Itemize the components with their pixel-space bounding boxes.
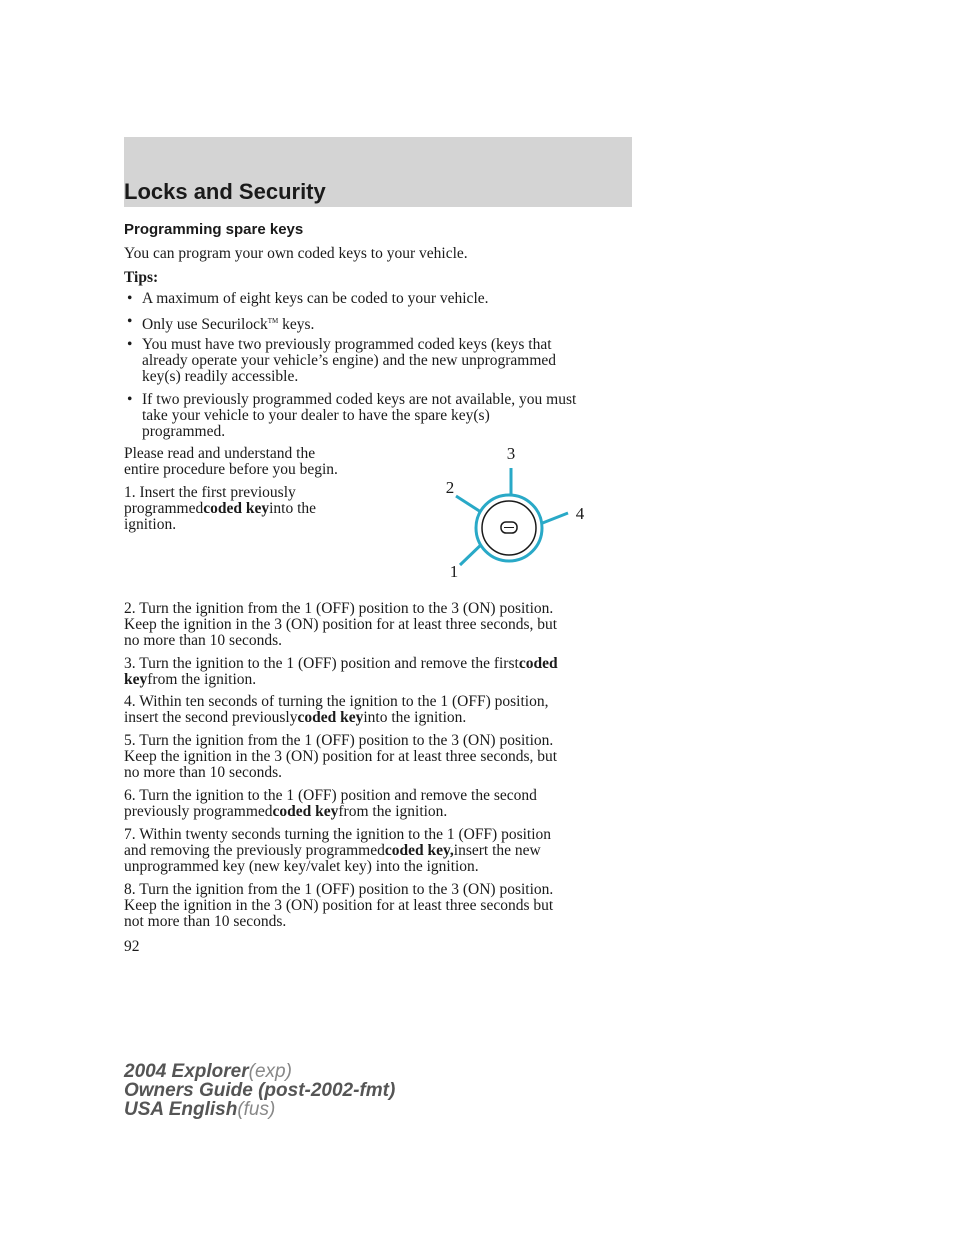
- step-1-line-3: ignition.: [124, 516, 177, 533]
- read-note-line-2: entire procedure before you begin.: [124, 461, 338, 478]
- tip-bullet-3-line-3: key(s) readily accessible.: [142, 368, 299, 385]
- step-6-line-2: [124, 803, 447, 820]
- trademark-mark: TM: [267, 317, 279, 325]
- intro-text: You can program your own coded keys to your vehicle.: [124, 245, 468, 262]
- step-1-text: programmed: [124, 500, 204, 517]
- step-7-line-2: [124, 842, 541, 859]
- step-1-text-end: into the: [269, 500, 317, 517]
- tip-bullet-4-line-2: take your vehicle to your dealer to have the spare key(s): [142, 407, 490, 424]
- step-7-line-3: unprogrammed key (new key/valet key) into the ignition.: [124, 858, 479, 875]
- footer-guide-title: Owners Guide (post-2002-fmt): [124, 1080, 396, 1101]
- tip-bullet-3-line-1: You must have two previously programmed coded keys (keys that: [142, 336, 552, 353]
- bullet-glyph: •: [127, 313, 133, 330]
- step-7-text: and removing the previously programmed: [124, 842, 385, 859]
- step-2-line-1: 2. Turn the ignition from the 1 (OFF) position to the 3 (ON) position.: [124, 600, 554, 617]
- section-title: Locks and Security: [124, 179, 326, 204]
- page-heading: Programming spare keys: [124, 221, 304, 238]
- tip-bullet-2: [142, 313, 314, 333]
- tip-bullet-2-text: Only use Securilock: [142, 316, 268, 333]
- coded-key-term: coded key: [203, 500, 270, 517]
- coded-key-term: coded key: [297, 709, 364, 726]
- step-5-line-3: no more than 10 seconds.: [124, 764, 282, 781]
- coded-key-term: coded key,: [384, 842, 454, 859]
- step-3-text: 3. Turn the ignition to the 1 (OFF) position and remove the first: [124, 655, 519, 672]
- step-7-line-1: 7. Within twenty seconds turning the ignition to the 1 (OFF) position: [124, 826, 552, 843]
- step-5-line-1: 5. Turn the ignition from the 1 (OFF) position to the 3 (ON) position.: [124, 732, 554, 749]
- footer-model: 2004 Explorer: [124, 1061, 249, 1082]
- step-3-text-end: from the ignition.: [147, 671, 257, 688]
- step-4-text-end: into the ignition.: [363, 709, 467, 726]
- step-6-text: previously programmed: [124, 803, 273, 820]
- tip-bullet-4-line-3: programmed.: [142, 423, 226, 440]
- coded-key-term: coded: [518, 655, 558, 672]
- tip-bullet-2-end: keys.: [282, 316, 315, 333]
- read-note-line-1: Please read and understand the: [124, 445, 316, 462]
- footer-language: USA English: [124, 1099, 238, 1120]
- step-4-line-1: 4. Within ten seconds of turning the ignition to the 1 (OFF) position,: [124, 693, 549, 710]
- coded-key-term: key: [124, 671, 148, 688]
- step-4-line-2: [124, 709, 466, 726]
- position-label-4: 4: [575, 504, 585, 523]
- footer-line-3: [124, 1099, 275, 1121]
- position-label-2: 2: [445, 478, 455, 497]
- step-3-line-2: [124, 671, 256, 688]
- position-line-4: [540, 513, 568, 524]
- tip-bullet-3-line-2: already operate your vehicle’s engine) and the new unprogrammed: [142, 352, 557, 369]
- footer-language-code: (fus): [237, 1099, 276, 1120]
- position-label-3: 3: [506, 444, 516, 463]
- page-number: 92: [124, 938, 140, 955]
- step-7-text-end: insert the new: [453, 842, 541, 859]
- ignition-position-diagram: [418, 432, 598, 588]
- bullet-glyph: •: [127, 290, 133, 307]
- step-1-line-1: 1. Insert the first previously: [124, 484, 296, 501]
- step-1-line-2: [124, 500, 316, 517]
- step-2-line-3: no more than 10 seconds.: [124, 632, 282, 649]
- tip-bullet-1: A maximum of eight keys can be coded to your vehicle.: [142, 290, 489, 307]
- bullet-glyph: •: [127, 391, 133, 408]
- step-3-line-1: [124, 655, 558, 672]
- tips-label: Tips:: [124, 269, 159, 286]
- step-8-line-2: Keep the ignition in the 3 (ON) position for at least three seconds but: [124, 897, 554, 914]
- position-label-1: 1: [449, 562, 459, 581]
- bullet-glyph: •: [127, 336, 133, 353]
- step-5-line-2: Keep the ignition in the 3 (ON) position for at least three seconds, but: [124, 748, 558, 765]
- step-8-line-3: not more than 10 seconds.: [124, 913, 287, 930]
- coded-key-term: coded key: [272, 803, 339, 820]
- footer-model-code: (exp): [248, 1061, 292, 1082]
- step-4-text: insert the second previously: [124, 709, 298, 726]
- step-8-line-1: 8. Turn the ignition from the 1 (OFF) position to the 3 (ON) position.: [124, 881, 554, 898]
- tip-bullet-4-line-1: If two previously programmed coded keys are not available, you must: [142, 391, 577, 408]
- step-6-line-1: 6. Turn the ignition to the 1 (OFF) position and remove the second: [124, 787, 537, 804]
- step-2-line-2: Keep the ignition in the 3 (ON) position for at least three seconds, but: [124, 616, 558, 633]
- step-6-text-end: from the ignition.: [338, 803, 448, 820]
